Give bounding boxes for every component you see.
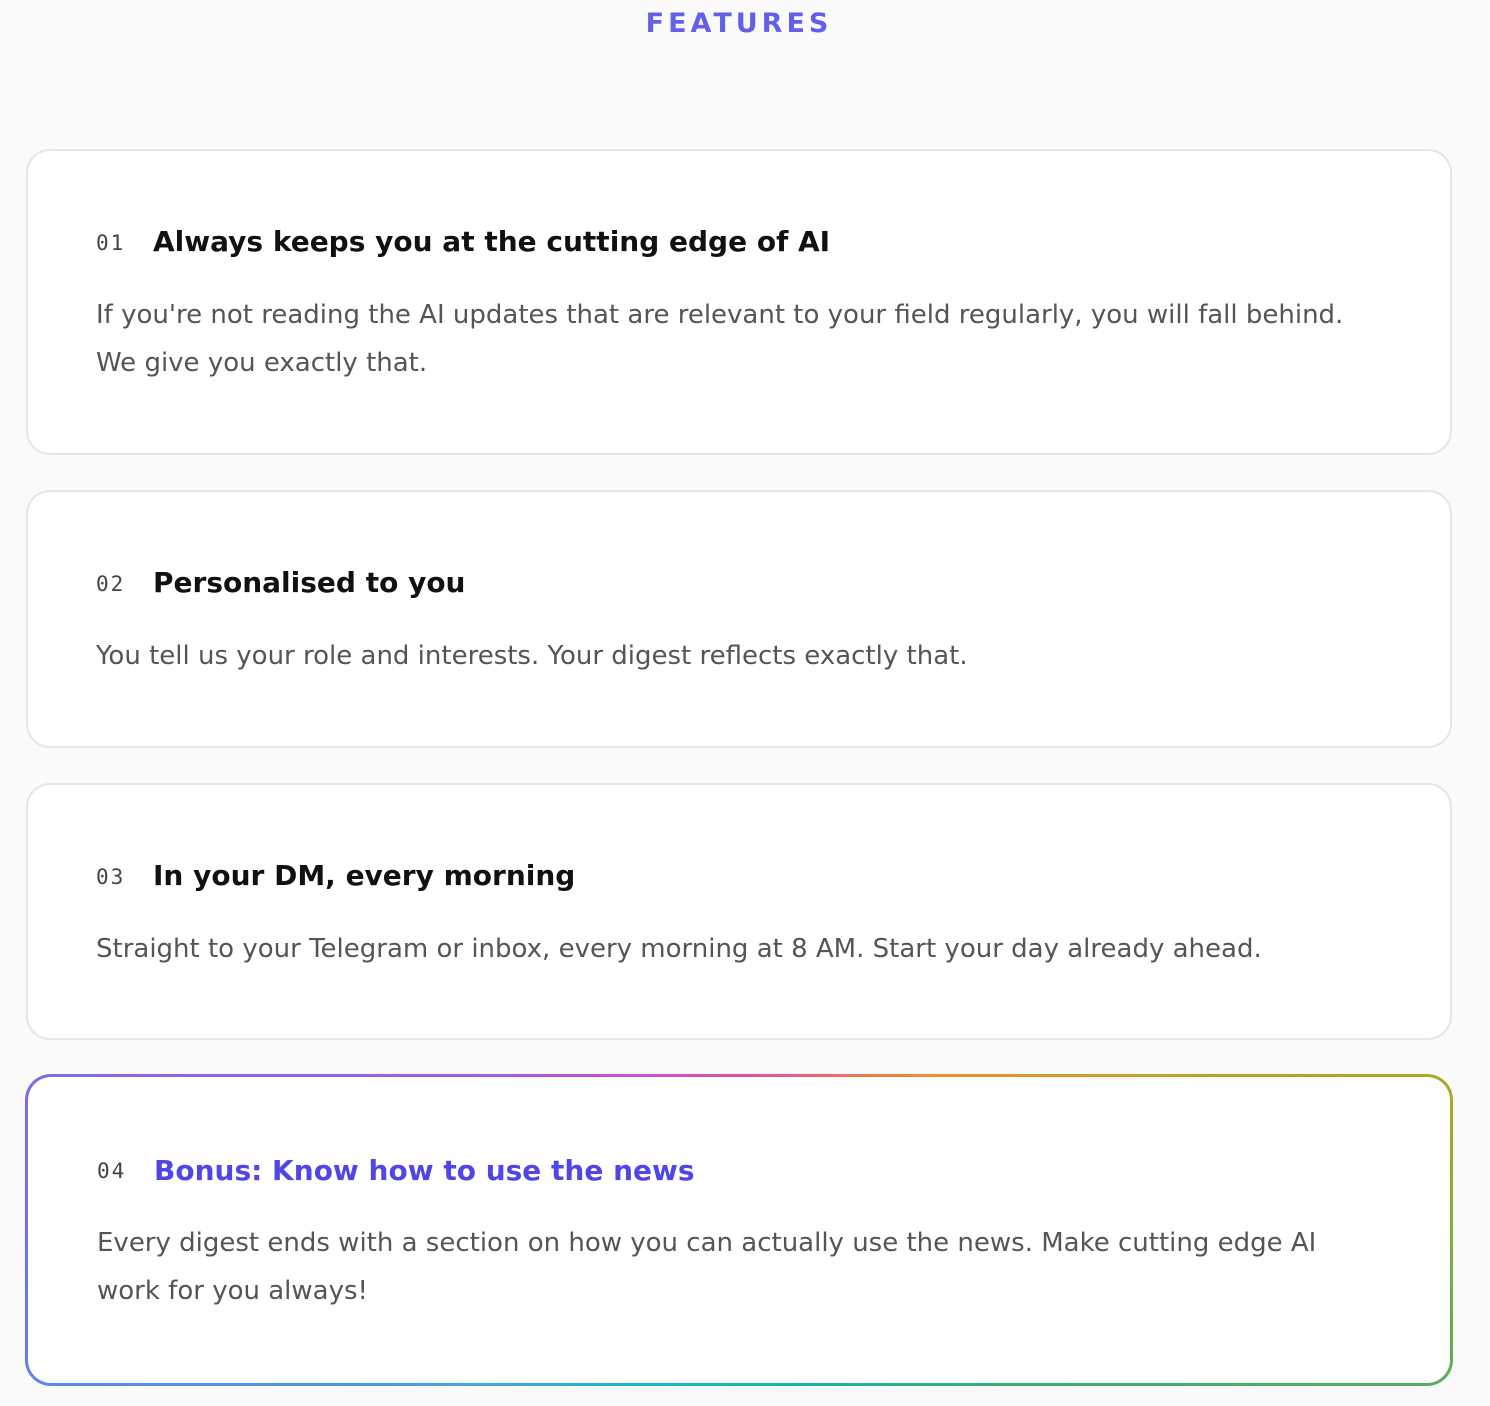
features-heading: FEATURES — [645, 8, 833, 39]
feature-card-2 — [26, 490, 1452, 748]
feature-description-line: Straight to your Telegram or inbox, every morning at 8 AM. Start your day already ahead. — [96, 934, 1262, 964]
feature-description — [96, 632, 1396, 680]
feature-description-line: We give you exactly that. — [96, 348, 428, 378]
feature-number: 03 — [96, 865, 126, 889]
feature-title-bonus: Bonus: Know how to use the news — [154, 1154, 695, 1187]
feature-title: Personalised to you — [153, 566, 466, 599]
feature-description — [97, 1219, 1397, 1315]
feature-title: Always keeps you at the cutting edge of AI — [153, 225, 831, 258]
feature-number: 04 — [97, 1159, 127, 1183]
feature-description — [96, 925, 1396, 973]
feature-card-3 — [26, 783, 1452, 1040]
feature-card-1 — [26, 149, 1452, 455]
feature-description — [96, 291, 1396, 387]
feature-description-line: If you're not reading the AI updates that are relevant to your field regularly, you will fall behind. — [96, 300, 1344, 330]
feature-description-line: You tell us your role and interests. Your digest reflects exactly that. — [96, 641, 968, 671]
feature-title: In your DM, every morning — [153, 859, 576, 892]
feature-card-4 — [28, 1077, 1450, 1383]
feature-number: 01 — [96, 231, 126, 255]
feature-card-4-border — [25, 1074, 1453, 1386]
feature-description-line: work for you always! — [97, 1276, 368, 1306]
feature-description-line: Every digest ends with a section on how you can actually use the news. Make cutting edge AI — [97, 1228, 1317, 1258]
feature-number: 02 — [96, 572, 126, 596]
